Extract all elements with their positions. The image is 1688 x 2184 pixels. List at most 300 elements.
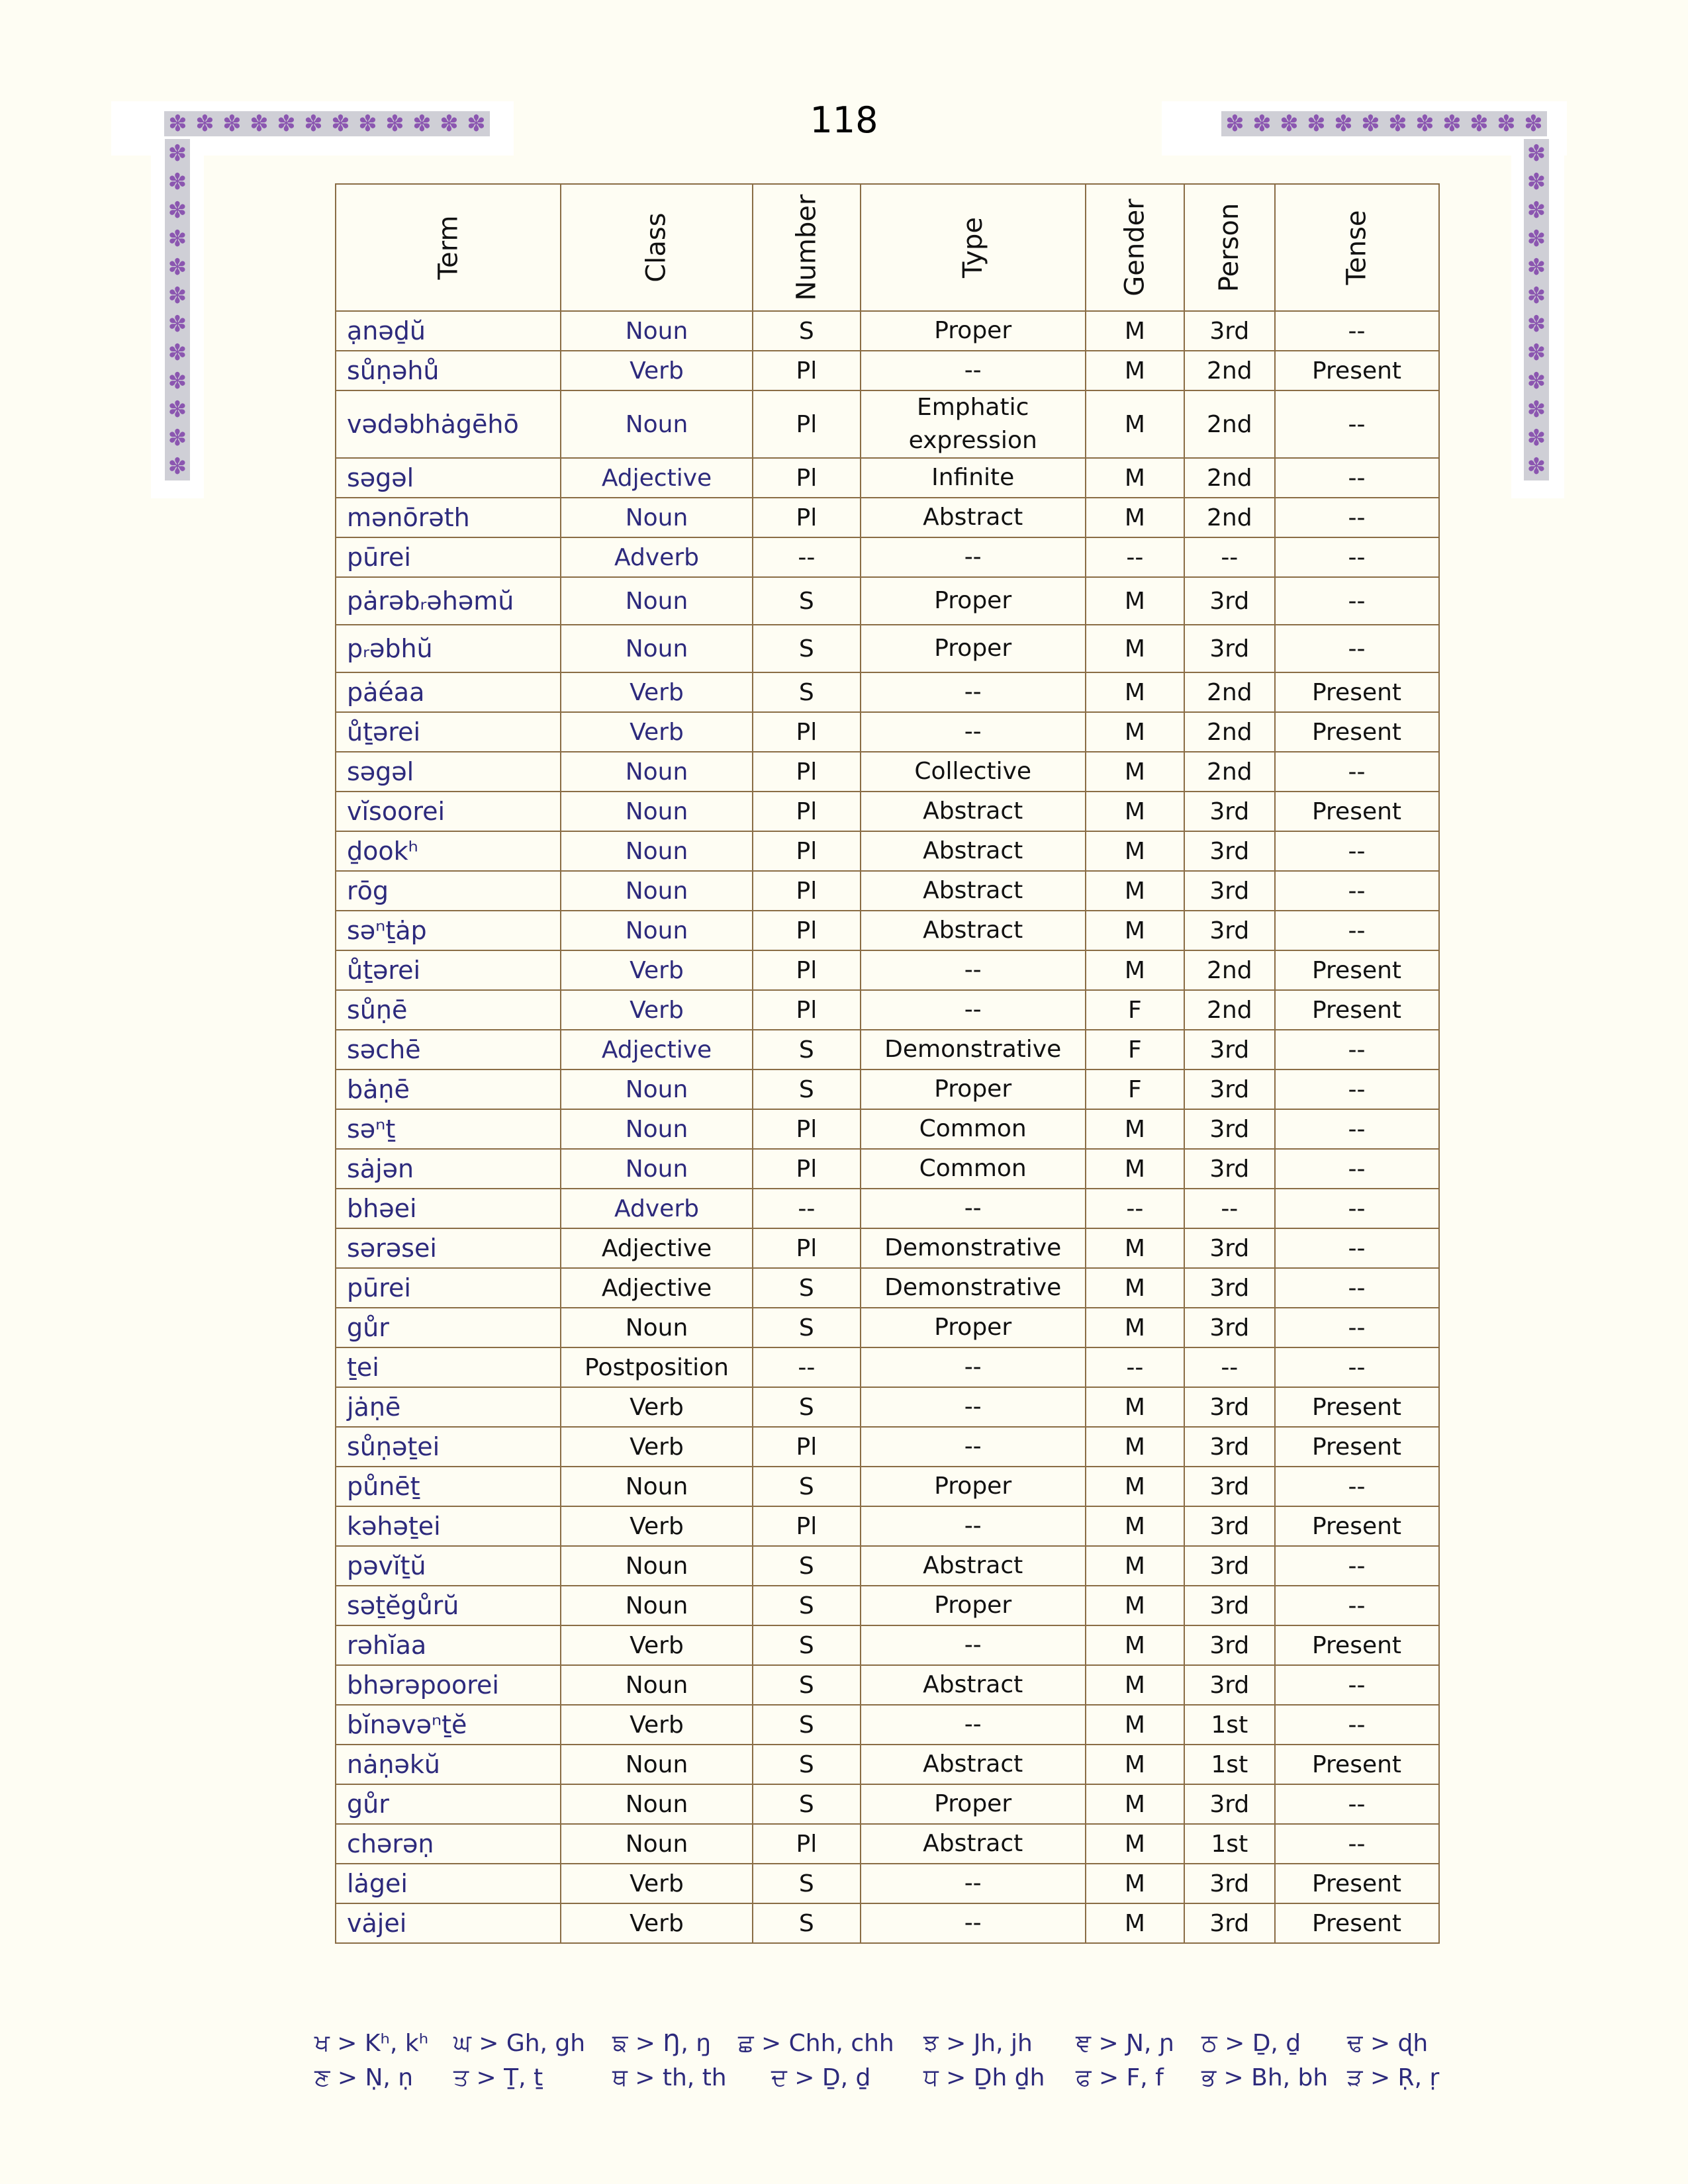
cell-gender: M (1086, 911, 1184, 950)
left-flower-strip (165, 139, 190, 480)
cell-gender: M (1086, 625, 1184, 672)
flower-icon: ✽ (1526, 424, 1546, 451)
cell-number: Pl (753, 871, 861, 911)
cell-tense: Present (1275, 1745, 1439, 1784)
cell-term: səgəl (336, 752, 561, 792)
cell-person: 2nd (1184, 351, 1274, 390)
cell-tense: Present (1275, 1903, 1439, 1943)
cell-class: Verb (561, 672, 753, 712)
cell-term: pᵣəbhŭ (336, 625, 561, 672)
cell-term: səṯĕgůrŭ (336, 1586, 561, 1625)
cell-class: Verb (561, 1427, 753, 1467)
right-flower-strip (1524, 139, 1549, 480)
cell-gender: M (1086, 1864, 1184, 1903)
cell-term: sůṇē (336, 990, 561, 1030)
cell-number: Pl (753, 351, 861, 390)
table-row (336, 1427, 1439, 1467)
cell-class: Noun (561, 1586, 753, 1625)
cell-class: Noun (561, 625, 753, 672)
cell-person: 3rd (1184, 1864, 1274, 1903)
table-row (336, 1189, 1439, 1228)
cell-number: S (753, 577, 861, 625)
cell-class: Verb (561, 351, 753, 390)
cell-person: 3rd (1184, 1427, 1274, 1467)
flower-icon: ✽ (167, 453, 187, 480)
cell-term: nȧṇəkŭ (336, 1745, 561, 1784)
cell-term: pȧrəbᵣəhəmŭ (336, 577, 561, 625)
cell-type: -- (861, 1705, 1086, 1745)
cell-tense: -- (1275, 1824, 1439, 1864)
cell-person: 3rd (1184, 1069, 1274, 1109)
table-row (336, 1030, 1439, 1069)
cell-term: bhəei (336, 1189, 561, 1228)
cell-class: Verb (561, 1903, 753, 1943)
cell-number: S (753, 1903, 861, 1943)
cell-number: Pl (753, 950, 861, 990)
cell-tense: Present (1275, 1506, 1439, 1546)
cell-term: bȧṇē (336, 1069, 561, 1109)
table-row (336, 712, 1439, 752)
table-row (336, 351, 1439, 390)
cell-type: Proper (861, 1784, 1086, 1824)
cell-gender: M (1086, 792, 1184, 831)
cell-person: 3rd (1184, 1625, 1274, 1665)
legend-item: ਝ > Jh, jh (923, 2030, 1033, 2057)
cell-tense: Present (1275, 792, 1439, 831)
flower-icon: ✽ (167, 253, 187, 281)
flower-icon: ✽ (222, 111, 242, 137)
cell-person: 2nd (1184, 498, 1274, 537)
cell-tense: -- (1275, 1228, 1439, 1268)
cell-number: Pl (753, 1109, 861, 1149)
cell-type: -- (861, 1387, 1086, 1427)
cell-tense: -- (1275, 1784, 1439, 1824)
cell-type: Abstract (861, 1546, 1086, 1586)
table-row (336, 537, 1439, 577)
cell-gender: M (1086, 1308, 1184, 1347)
cell-type: Demonstrative (861, 1268, 1086, 1308)
cell-number: S (753, 311, 861, 351)
cell-type: -- (861, 1506, 1086, 1546)
cell-term: vədəbhȧgēhō (336, 390, 561, 458)
cell-person: 2nd (1184, 672, 1274, 712)
cell-gender: M (1086, 1665, 1184, 1705)
cell-person: 3rd (1184, 831, 1274, 871)
header-gender: Gender (1086, 184, 1184, 311)
cell-term: mənōrəth (336, 498, 561, 537)
flower-icon: ✽ (440, 111, 459, 137)
cell-type: Abstract (861, 1745, 1086, 1784)
cell-type: -- (861, 1864, 1086, 1903)
cell-class: Adjective (561, 1030, 753, 1069)
flower-icon: ✽ (250, 111, 269, 137)
legend-item: ਫ > F, f (1076, 2064, 1164, 2091)
cell-person: 2nd (1184, 950, 1274, 990)
table-row (336, 1784, 1439, 1824)
table-row (336, 458, 1439, 498)
cell-number: S (753, 1625, 861, 1665)
cell-class: Verb (561, 950, 753, 990)
cell-person: 2nd (1184, 752, 1274, 792)
cell-type: Abstract (861, 792, 1086, 831)
legend-item: ਞ > Ɲ, ɲ (1076, 2030, 1175, 2057)
cell-class: Postposition (561, 1347, 753, 1387)
table-row (336, 792, 1439, 831)
flower-icon: ✽ (167, 140, 187, 167)
cell-tense: -- (1275, 1665, 1439, 1705)
cell-type: -- (861, 990, 1086, 1030)
cell-number: Pl (753, 990, 861, 1030)
cell-term: ṯei (336, 1347, 561, 1387)
cell-class: Noun (561, 1308, 753, 1347)
cell-number: Pl (753, 792, 861, 831)
table-row (336, 1546, 1439, 1586)
flower-icon: ✽ (167, 225, 187, 252)
cell-number: S (753, 672, 861, 712)
cell-type: -- (861, 1427, 1086, 1467)
cell-tense: -- (1275, 1546, 1439, 1586)
cell-class: Noun (561, 577, 753, 625)
cell-tense: -- (1275, 390, 1439, 458)
cell-tense: Present (1275, 1864, 1439, 1903)
flower-icon: ✽ (1307, 111, 1326, 137)
cell-gender: M (1086, 458, 1184, 498)
cell-term: sůṇəhů (336, 351, 561, 390)
cell-number: S (753, 1308, 861, 1347)
cell-tense: -- (1275, 1308, 1439, 1347)
cell-number: Pl (753, 458, 861, 498)
legend-item: ਦ > Ḏ, ḏ (771, 2064, 871, 2091)
table-row (336, 1586, 1439, 1625)
cell-person: 3rd (1184, 1030, 1274, 1069)
flower-icon: ✽ (195, 111, 214, 137)
cell-number: S (753, 625, 861, 672)
cell-gender: M (1086, 1586, 1184, 1625)
cell-term: sȧjən (336, 1149, 561, 1189)
cell-person: 3rd (1184, 1586, 1274, 1625)
cell-class: Verb (561, 990, 753, 1030)
page-number: 118 (810, 99, 878, 141)
top-right-flower-strip (1221, 111, 1547, 136)
cell-term: səⁿṯ (336, 1109, 561, 1149)
header-number: Number (753, 184, 861, 311)
cell-class: Noun (561, 1745, 753, 1784)
cell-type: -- (861, 712, 1086, 752)
cell-person: -- (1184, 537, 1274, 577)
flower-icon: ✽ (358, 111, 377, 137)
cell-number: S (753, 1784, 861, 1824)
table-row (336, 831, 1439, 871)
cell-class: Noun (561, 871, 753, 911)
cell-tense: Present (1275, 1387, 1439, 1427)
cell-class: Noun (561, 911, 753, 950)
flower-icon: ✽ (1225, 111, 1244, 137)
cell-type: Common (861, 1109, 1086, 1149)
cell-person: 3rd (1184, 625, 1274, 672)
cell-person: 2nd (1184, 390, 1274, 458)
cell-number: S (753, 1069, 861, 1109)
legend-item: ਛ > Chh, chh (738, 2030, 894, 2057)
cell-class: Noun (561, 1149, 753, 1189)
cell-number: Pl (753, 911, 861, 950)
cell-person: 2nd (1184, 712, 1274, 752)
cell-person: 3rd (1184, 577, 1274, 625)
cell-term: pūrei (336, 1268, 561, 1308)
cell-term: sərəsei (336, 1228, 561, 1268)
table-row (336, 871, 1439, 911)
cell-gender: M (1086, 752, 1184, 792)
flower-icon: ✽ (385, 111, 404, 137)
cell-type: -- (861, 1625, 1086, 1665)
cell-type: Proper (861, 1586, 1086, 1625)
cell-type: Abstract (861, 1824, 1086, 1864)
cell-person: 3rd (1184, 1665, 1274, 1705)
flower-icon: ✽ (1526, 367, 1546, 394)
flower-icon: ✽ (1497, 111, 1516, 137)
flower-icon: ✽ (1526, 225, 1546, 252)
flower-icon: ✽ (167, 310, 187, 338)
cell-class: Verb (561, 1864, 753, 1903)
cell-gender: M (1086, 871, 1184, 911)
cell-tense: -- (1275, 911, 1439, 950)
cell-gender: M (1086, 311, 1184, 351)
table-row (336, 1625, 1439, 1665)
flower-icon: ✽ (1526, 453, 1546, 480)
cell-tense: Present (1275, 351, 1439, 390)
cell-gender: M (1086, 1228, 1184, 1268)
cell-term: ḏookʰ (336, 831, 561, 871)
cell-type: Proper (861, 1308, 1086, 1347)
cell-tense: -- (1275, 458, 1439, 498)
cell-number: Pl (753, 1824, 861, 1864)
cell-gender: M (1086, 1268, 1184, 1308)
table-row (336, 1705, 1439, 1745)
cell-number: -- (753, 537, 861, 577)
flower-icon: ✽ (167, 282, 187, 309)
cell-gender: M (1086, 351, 1184, 390)
cell-type: Collective (861, 752, 1086, 792)
cell-type: -- (861, 537, 1086, 577)
cell-person: 1st (1184, 1745, 1274, 1784)
cell-tense: -- (1275, 625, 1439, 672)
cell-tense: -- (1275, 1030, 1439, 1069)
flower-icon: ✽ (467, 111, 486, 137)
cell-person: 1st (1184, 1824, 1274, 1864)
cell-person: 2nd (1184, 990, 1274, 1030)
flower-icon: ✽ (1524, 111, 1543, 137)
cell-number: S (753, 1586, 861, 1625)
legend-item: ਘ > Gh, gh (453, 2030, 586, 2057)
cell-type: -- (861, 351, 1086, 390)
cell-type: Emphatic expression (861, 390, 1086, 458)
cell-type: -- (861, 950, 1086, 990)
cell-term: lȧgei (336, 1864, 561, 1903)
cell-gender: M (1086, 712, 1184, 752)
cell-term: bĭnəvəⁿṯĕ (336, 1705, 561, 1745)
cell-type: -- (861, 1189, 1086, 1228)
legend-item: ਠ > Ḏ, ḏ (1201, 2030, 1301, 2057)
cell-number: Pl (753, 1228, 861, 1268)
cell-gender: M (1086, 1109, 1184, 1149)
cell-type: Demonstrative (861, 1030, 1086, 1069)
flower-icon: ✽ (1526, 396, 1546, 423)
cell-gender: M (1086, 1506, 1184, 1546)
cell-gender: M (1086, 390, 1184, 458)
cell-person: 1st (1184, 1705, 1274, 1745)
flower-icon: ✽ (1526, 140, 1546, 167)
flower-icon: ✽ (1361, 111, 1380, 137)
cell-class: Verb (561, 1387, 753, 1427)
cell-person: 3rd (1184, 871, 1274, 911)
cell-person: 3rd (1184, 1467, 1274, 1506)
transliteration-legend (314, 2026, 1453, 2095)
cell-tense: -- (1275, 1149, 1439, 1189)
cell-type: Abstract (861, 498, 1086, 537)
header-term: Term (336, 184, 561, 311)
table-row (336, 950, 1439, 990)
table-row (336, 1149, 1439, 1189)
cell-gender: F (1086, 1030, 1184, 1069)
header-type: Type (861, 184, 1086, 311)
flower-icon: ✽ (1442, 111, 1462, 137)
flower-icon: ✽ (1526, 253, 1546, 281)
cell-number: S (753, 1387, 861, 1427)
legend-row-1 (314, 2026, 1453, 2061)
cell-tense: Present (1275, 1625, 1439, 1665)
cell-gender: M (1086, 1546, 1184, 1586)
cell-class: Adjective (561, 1228, 753, 1268)
cell-type: -- (861, 1903, 1086, 1943)
cell-number: S (753, 1467, 861, 1506)
cell-class: Verb (561, 712, 753, 752)
cell-person: 3rd (1184, 1387, 1274, 1427)
legend-item: ਣ > Ṇ, ṇ (314, 2064, 414, 2091)
cell-person: 3rd (1184, 1228, 1274, 1268)
cell-class: Adjective (561, 458, 753, 498)
cell-gender: M (1086, 1387, 1184, 1427)
cell-term: gůr (336, 1784, 561, 1824)
cell-term: ạnəḏŭ (336, 311, 561, 351)
cell-class: Noun (561, 1109, 753, 1149)
flower-icon: ✽ (1415, 111, 1434, 137)
cell-type: Proper (861, 625, 1086, 672)
flower-icon: ✽ (1470, 111, 1489, 137)
flower-icon: ✽ (1526, 282, 1546, 309)
legend-item: ਭ > Bh, bh (1201, 2064, 1329, 2091)
cell-tense: -- (1275, 498, 1439, 537)
cell-number: S (753, 1705, 861, 1745)
cell-class: Noun (561, 1546, 753, 1586)
cell-number: Pl (753, 1149, 861, 1189)
cell-term: pūrei (336, 537, 561, 577)
legend-item: ਖ > Kʰ, kʰ (314, 2030, 429, 2057)
cell-term: səgəl (336, 458, 561, 498)
cell-tense: -- (1275, 577, 1439, 625)
cell-tense: -- (1275, 1705, 1439, 1745)
cell-number: Pl (753, 712, 861, 752)
cell-term: jȧṇē (336, 1387, 561, 1427)
table-row (336, 498, 1439, 537)
cell-tense: Present (1275, 1427, 1439, 1467)
flower-icon: ✽ (1526, 197, 1546, 224)
cell-person: 3rd (1184, 1546, 1274, 1586)
flower-icon: ✽ (167, 339, 187, 366)
cell-term: rəhĭaa (336, 1625, 561, 1665)
cell-tense: -- (1275, 311, 1439, 351)
cell-gender: -- (1086, 1189, 1184, 1228)
flower-icon: ✽ (331, 111, 350, 137)
cell-term: səⁿṯȧp (336, 911, 561, 950)
flower-icon: ✽ (167, 197, 187, 224)
legend-item: ੜ > Ṛ, ṛ (1347, 2064, 1440, 2091)
cell-person: -- (1184, 1189, 1274, 1228)
cell-tense: -- (1275, 831, 1439, 871)
table-row (336, 1228, 1439, 1268)
cell-term: půnēṯ (336, 1467, 561, 1506)
cell-gender: -- (1086, 537, 1184, 577)
cell-person: -- (1184, 1347, 1274, 1387)
cell-tense: -- (1275, 752, 1439, 792)
cell-class: Noun (561, 1069, 753, 1109)
cell-class: Noun (561, 831, 753, 871)
cell-term: səchē (336, 1030, 561, 1069)
legend-row-2 (314, 2061, 1453, 2095)
cell-type: -- (861, 672, 1086, 712)
cell-person: 3rd (1184, 1506, 1274, 1546)
cell-class: Noun (561, 1467, 753, 1506)
cell-gender: F (1086, 990, 1184, 1030)
grammar-table (335, 183, 1440, 1944)
cell-tense: -- (1275, 537, 1439, 577)
cell-number: Pl (753, 752, 861, 792)
cell-class: Noun (561, 1824, 753, 1864)
cell-person: 3rd (1184, 1268, 1274, 1308)
table-row (336, 1308, 1439, 1347)
cell-term: gůr (336, 1308, 561, 1347)
cell-class: Noun (561, 498, 753, 537)
cell-tense: -- (1275, 1069, 1439, 1109)
table-header-row (336, 184, 1439, 311)
cell-term: chərəṇ (336, 1824, 561, 1864)
flower-icon: ✽ (304, 111, 323, 137)
flower-icon: ✽ (412, 111, 432, 137)
cell-gender: M (1086, 1784, 1184, 1824)
cell-term: vĭsoorei (336, 792, 561, 831)
cell-tense: Present (1275, 712, 1439, 752)
legend-item: ਥ > th, th (612, 2064, 727, 2091)
cell-term: rōg (336, 871, 561, 911)
cell-tense: Present (1275, 950, 1439, 990)
cell-type: Abstract (861, 871, 1086, 911)
cell-term: pȧéaa (336, 672, 561, 712)
cell-term: ůṯərei (336, 712, 561, 752)
cell-gender: M (1086, 1467, 1184, 1506)
cell-class: Adjective (561, 1268, 753, 1308)
table-row (336, 1109, 1439, 1149)
cell-class: Noun (561, 1665, 753, 1705)
cell-type: Proper (861, 311, 1086, 351)
cell-gender: M (1086, 1427, 1184, 1467)
cell-type: Abstract (861, 911, 1086, 950)
cell-class: Noun (561, 311, 753, 351)
table-row (336, 1467, 1439, 1506)
cell-class: Noun (561, 390, 753, 458)
flower-icon: ✽ (277, 111, 296, 137)
cell-gender: M (1086, 1705, 1184, 1745)
table-row (336, 752, 1439, 792)
table-row (336, 1745, 1439, 1784)
cell-gender: M (1086, 950, 1184, 990)
